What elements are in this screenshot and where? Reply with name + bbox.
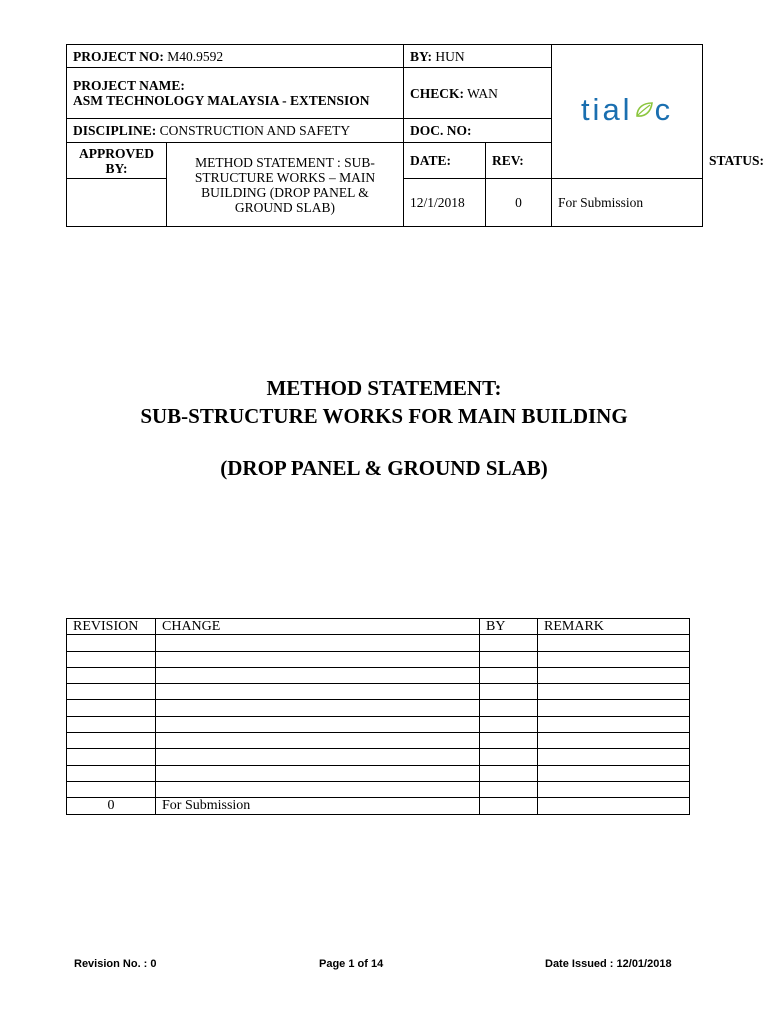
date-value: 12/1/2018 <box>410 195 465 210</box>
title-line-3: (DROP PANEL & GROUND SLAB) <box>220 456 548 480</box>
rev-label: REV: <box>492 153 524 168</box>
footer-date-issued: Date Issued : 12/01/2018 <box>545 958 672 970</box>
revision-cell <box>67 716 156 732</box>
date-label-cell <box>404 143 486 179</box>
logo-text-end: c <box>654 92 674 128</box>
by-cell <box>480 716 538 732</box>
revision-table <box>66 618 690 815</box>
by-cell <box>480 635 538 651</box>
table-row <box>67 716 690 732</box>
table-row <box>67 635 690 651</box>
project-name-label: PROJECT NAME: <box>73 78 185 93</box>
document-header-table <box>66 44 765 227</box>
status-label: STATUS: <box>709 153 765 168</box>
check-label: CHECK: <box>410 85 464 101</box>
tialoc-logo <box>580 92 674 128</box>
by-cell <box>480 765 538 781</box>
table-row <box>67 667 690 683</box>
table-row <box>67 798 690 814</box>
change-header: CHANGE <box>156 619 480 635</box>
revision-cell <box>67 651 156 667</box>
rev-label-cell <box>486 143 552 179</box>
remark-cell <box>538 716 690 732</box>
revision-cell <box>67 733 156 749</box>
table-row <box>67 651 690 667</box>
doc-no-cell <box>404 119 552 143</box>
remark-cell <box>538 635 690 651</box>
discipline-cell <box>67 119 404 143</box>
date-label: DATE: <box>410 153 452 168</box>
revision-cell <box>67 765 156 781</box>
remark-cell <box>538 749 690 765</box>
method-statement-cell <box>167 143 404 227</box>
by-cell <box>480 749 538 765</box>
remark-cell <box>538 700 690 716</box>
date-value-cell <box>404 179 486 227</box>
table-row <box>67 781 690 797</box>
company-logo-cell <box>552 45 703 179</box>
change-cell <box>156 635 480 651</box>
change-cell <box>156 700 480 716</box>
change-cell <box>156 749 480 765</box>
footer-revision: Revision No. : 0 <box>74 958 157 970</box>
table-row <box>67 733 690 749</box>
logo-text-start: tial <box>580 92 633 128</box>
approved-by-label: APPROVED BY: <box>79 145 154 176</box>
by-header: BY <box>480 619 538 635</box>
revision-cell: 0 <box>67 798 156 814</box>
check-cell <box>404 68 552 119</box>
change-cell <box>156 651 480 667</box>
discipline-value: CONSTRUCTION AND SAFETY <box>159 123 351 138</box>
revision-table-header <box>67 619 690 635</box>
title-line-1: METHOD STATEMENT: <box>266 376 502 400</box>
remark-header: REMARK <box>538 619 690 635</box>
remark-cell <box>538 765 690 781</box>
by-cell <box>480 781 538 797</box>
project-name-cell <box>67 68 404 119</box>
revision-cell <box>67 667 156 683</box>
table-row <box>67 749 690 765</box>
project-name-value: ASM TECHNOLOGY MALAYSIA - EXTENSION <box>73 93 370 108</box>
change-cell: For Submission <box>156 798 480 814</box>
project-no-cell <box>67 45 404 68</box>
by-cell <box>480 733 538 749</box>
table-row <box>67 700 690 716</box>
change-cell <box>156 733 480 749</box>
approved-by-cell <box>67 143 167 179</box>
revision-cell <box>67 684 156 700</box>
by-cell <box>480 667 538 683</box>
revision-cell <box>67 635 156 651</box>
table-row <box>67 684 690 700</box>
page-footer <box>0 958 768 974</box>
revision-cell <box>67 700 156 716</box>
project-no-value: M40.9592 <box>167 48 224 64</box>
by-cell <box>480 684 538 700</box>
remark-cell <box>538 733 690 749</box>
change-cell <box>156 684 480 700</box>
remark-cell <box>538 667 690 683</box>
status-value: For Submission <box>558 195 644 210</box>
remark-cell <box>538 798 690 814</box>
status-value-cell <box>552 179 703 227</box>
change-cell <box>156 667 480 683</box>
approved-by-signature-cell <box>67 179 167 227</box>
doc-no-label: DOC. NO: <box>410 123 472 138</box>
remark-cell <box>538 651 690 667</box>
title-line-2: SUB-STRUCTURE WORKS FOR MAIN BUILDING <box>140 404 628 428</box>
by-cell <box>480 798 538 814</box>
revision-cell <box>67 749 156 765</box>
table-row <box>67 765 690 781</box>
project-no-label: PROJECT NO: <box>73 48 164 64</box>
footer-page-number: Page 1 of 14 <box>319 958 384 970</box>
remark-cell <box>538 684 690 700</box>
leaf-icon <box>634 100 654 120</box>
rev-value: 0 <box>515 195 522 210</box>
revision-header: REVISION <box>67 619 156 635</box>
method-statement-text: METHOD STATEMENT : SUB-STRUCTURE WORKS – MAIN BUILDING (DROP PANEL & GROUND SLAB) <box>194 154 376 215</box>
change-cell <box>156 765 480 781</box>
by-value: HUN <box>435 48 465 64</box>
document-title <box>0 374 768 482</box>
by-label: BY: <box>410 48 433 64</box>
change-cell <box>156 781 480 797</box>
check-value: WAN <box>467 85 498 101</box>
rev-value-cell <box>486 179 552 227</box>
change-cell <box>156 716 480 732</box>
discipline-label: DISCIPLINE: <box>73 123 157 138</box>
revision-cell <box>67 781 156 797</box>
by-cell <box>480 700 538 716</box>
by-cell <box>480 651 538 667</box>
by-cell <box>404 45 552 68</box>
remark-cell <box>538 781 690 797</box>
